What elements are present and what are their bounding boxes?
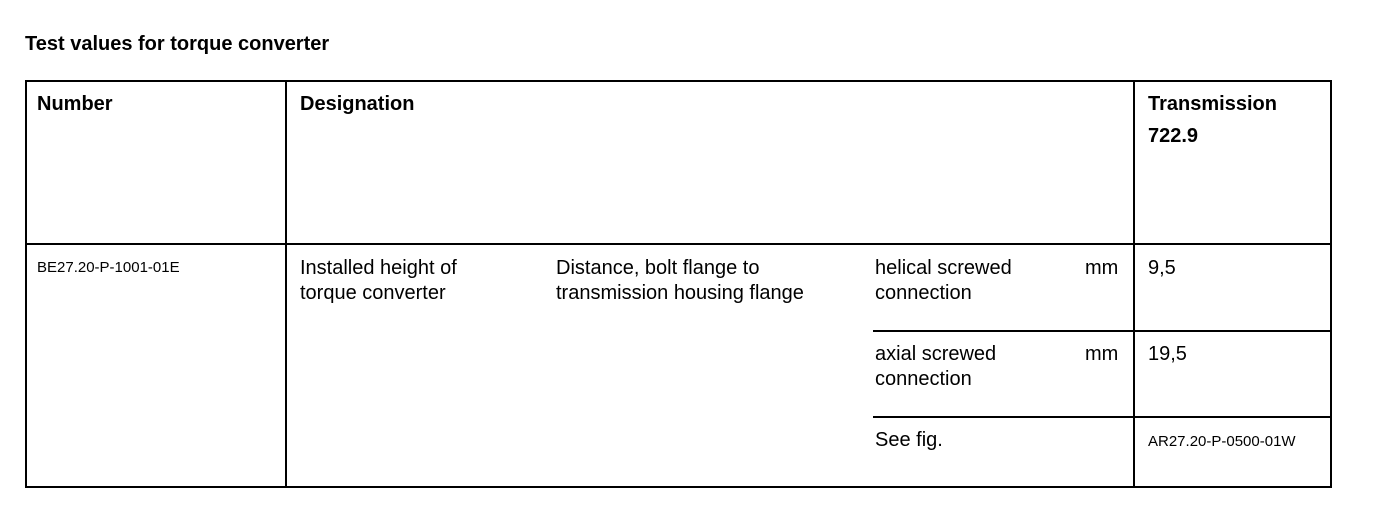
subrow-2-condition-line1: axial screwed <box>875 343 997 365</box>
subrow-1-condition-line2: connection <box>875 282 972 304</box>
subrow-2-condition-line2: connection <box>875 368 972 390</box>
header-number: Number <box>37 93 113 115</box>
subrow-1-value: 9,5 <box>1148 257 1176 279</box>
subrow-separator-1 <box>873 330 1332 332</box>
header-transmission-model: 722.9 <box>1148 125 1199 147</box>
table-border-right <box>1330 80 1332 488</box>
subrow-3-figure-reference: AR27.20-P-0500-01W <box>1148 433 1296 450</box>
row-description-line1: Distance, bolt flange to <box>556 257 760 279</box>
row-number: BE27.20-P-1001-01E <box>37 259 180 276</box>
subrow-2-value: 19,5 <box>1148 343 1187 365</box>
row-description <box>556 256 804 306</box>
row-designation <box>300 256 457 306</box>
header-separator <box>25 243 1332 245</box>
table-border-top <box>25 80 1332 82</box>
table-border-left <box>25 80 27 488</box>
document-title: Test values for torque converter <box>25 33 330 55</box>
subrow-2-unit: mm <box>1085 343 1119 365</box>
column-separator-number <box>285 80 287 488</box>
row-description-line2: transmission housing flange <box>556 282 804 304</box>
subrow-1-condition <box>875 256 1012 306</box>
header-transmission <box>1148 88 1277 152</box>
subrow-1-condition-line1: helical screwed <box>875 257 1012 279</box>
table-border-bottom <box>25 486 1332 488</box>
column-separator-transmission <box>1133 80 1135 488</box>
header-designation: Designation <box>300 93 415 115</box>
row-designation-line1: Installed height of <box>300 257 457 279</box>
subrow-2-condition <box>875 342 996 392</box>
subrow-1-unit: mm <box>1085 257 1119 279</box>
row-designation-line2: torque converter <box>300 282 446 304</box>
subrow-3-condition: See fig. <box>875 429 943 451</box>
subrow-separator-2 <box>873 416 1332 418</box>
header-transmission-name: Transmission <box>1148 93 1277 115</box>
